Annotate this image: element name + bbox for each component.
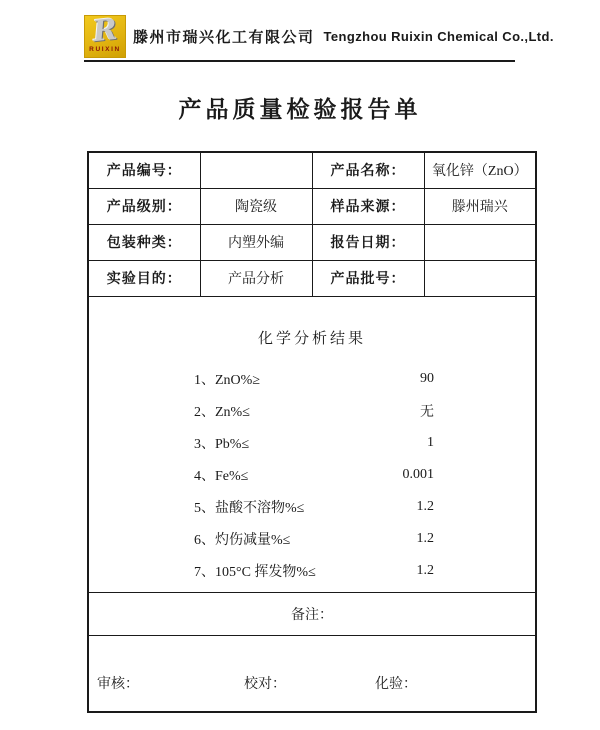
analysis-item-label: 7、105°C 挥发物%≤ [194,564,316,580]
analysis-item [194,491,434,523]
analysis-item-label: 2、Zn%≤ [194,404,250,420]
product-name-value: 氧化锌（ZnO） [424,152,536,188]
analysis-cell [88,296,536,592]
analysis-item [194,363,434,395]
sample-source-label: 样品来源： [312,188,424,224]
info-row-3 [88,224,536,260]
logo-brand-text: RUIXIN [89,45,121,53]
analysis-item-label: 4、Fe%≤ [194,468,249,484]
analysis-item [194,427,434,459]
package-type-label: 包装种类： [88,224,200,260]
remarks-cell [88,592,536,635]
proofread-label: 校对： [244,676,286,692]
analysis-item-value: 90 [420,370,434,386]
analysis-item-value: 无 [420,404,434,420]
analysis-list [89,363,535,587]
company-name-chinese: 滕州市瑞兴化工有限公司 [133,29,315,46]
report-date-label: 报告日期： [312,224,424,260]
signature-row [88,635,536,712]
analysis-item-label: 5、盐酸不溶物%≤ [194,500,305,516]
analysis-item-value: 1.2 [416,562,434,578]
product-name-label: 产品名称： [312,152,424,188]
logo-r-glyph: R [91,11,119,48]
company-header [84,11,554,62]
analysis-item [194,459,434,491]
report-title: 产品质量检验报告单 [178,96,422,122]
analysis-item-label: 3、Pb%≤ [194,436,250,452]
product-grade-value: 陶瓷级 [200,188,312,224]
report-date-value [424,224,536,260]
analysis-item [194,523,434,555]
info-row-4 [88,260,536,296]
package-type-value: 内塑外编 [200,224,312,260]
sample-source-value: 滕州瑞兴 [424,188,536,224]
company-logo [84,11,126,58]
analysis-item-value: 0.001 [402,466,434,482]
analysis-item-value: 1 [427,434,434,450]
test-label: 化验： [375,676,417,692]
batch-number-label: 产品批号： [312,260,424,296]
product-number-value [200,152,312,188]
test-purpose-label: 实验目的： [88,260,200,296]
report-table [87,151,537,713]
analysis-item-value: 1.2 [416,498,434,514]
signature-cell [88,635,536,712]
analysis-heading: 化学分析结果 [257,330,366,347]
info-row-2 [88,188,536,224]
analysis-item-value: 1.2 [416,530,434,546]
review-label: 审核： [97,676,139,692]
analysis-item [194,395,434,427]
remarks-row [88,592,536,635]
batch-number-value [424,260,536,296]
company-name-english: Tengzhou Ruixin Chemical Co.,Ltd. [323,28,554,44]
remarks-label: 备注： [291,607,333,623]
analysis-item-label: 6、灼伤减量%≤ [194,532,291,548]
analysis-row [88,296,536,592]
product-grade-label: 产品级别： [88,188,200,224]
analysis-item-label: 1、ZnO%≥ [194,372,261,388]
analysis-item [194,555,434,587]
product-number-label: 产品编号： [88,152,200,188]
test-purpose-value: 产品分析 [200,260,312,296]
info-row-1 [88,152,536,188]
